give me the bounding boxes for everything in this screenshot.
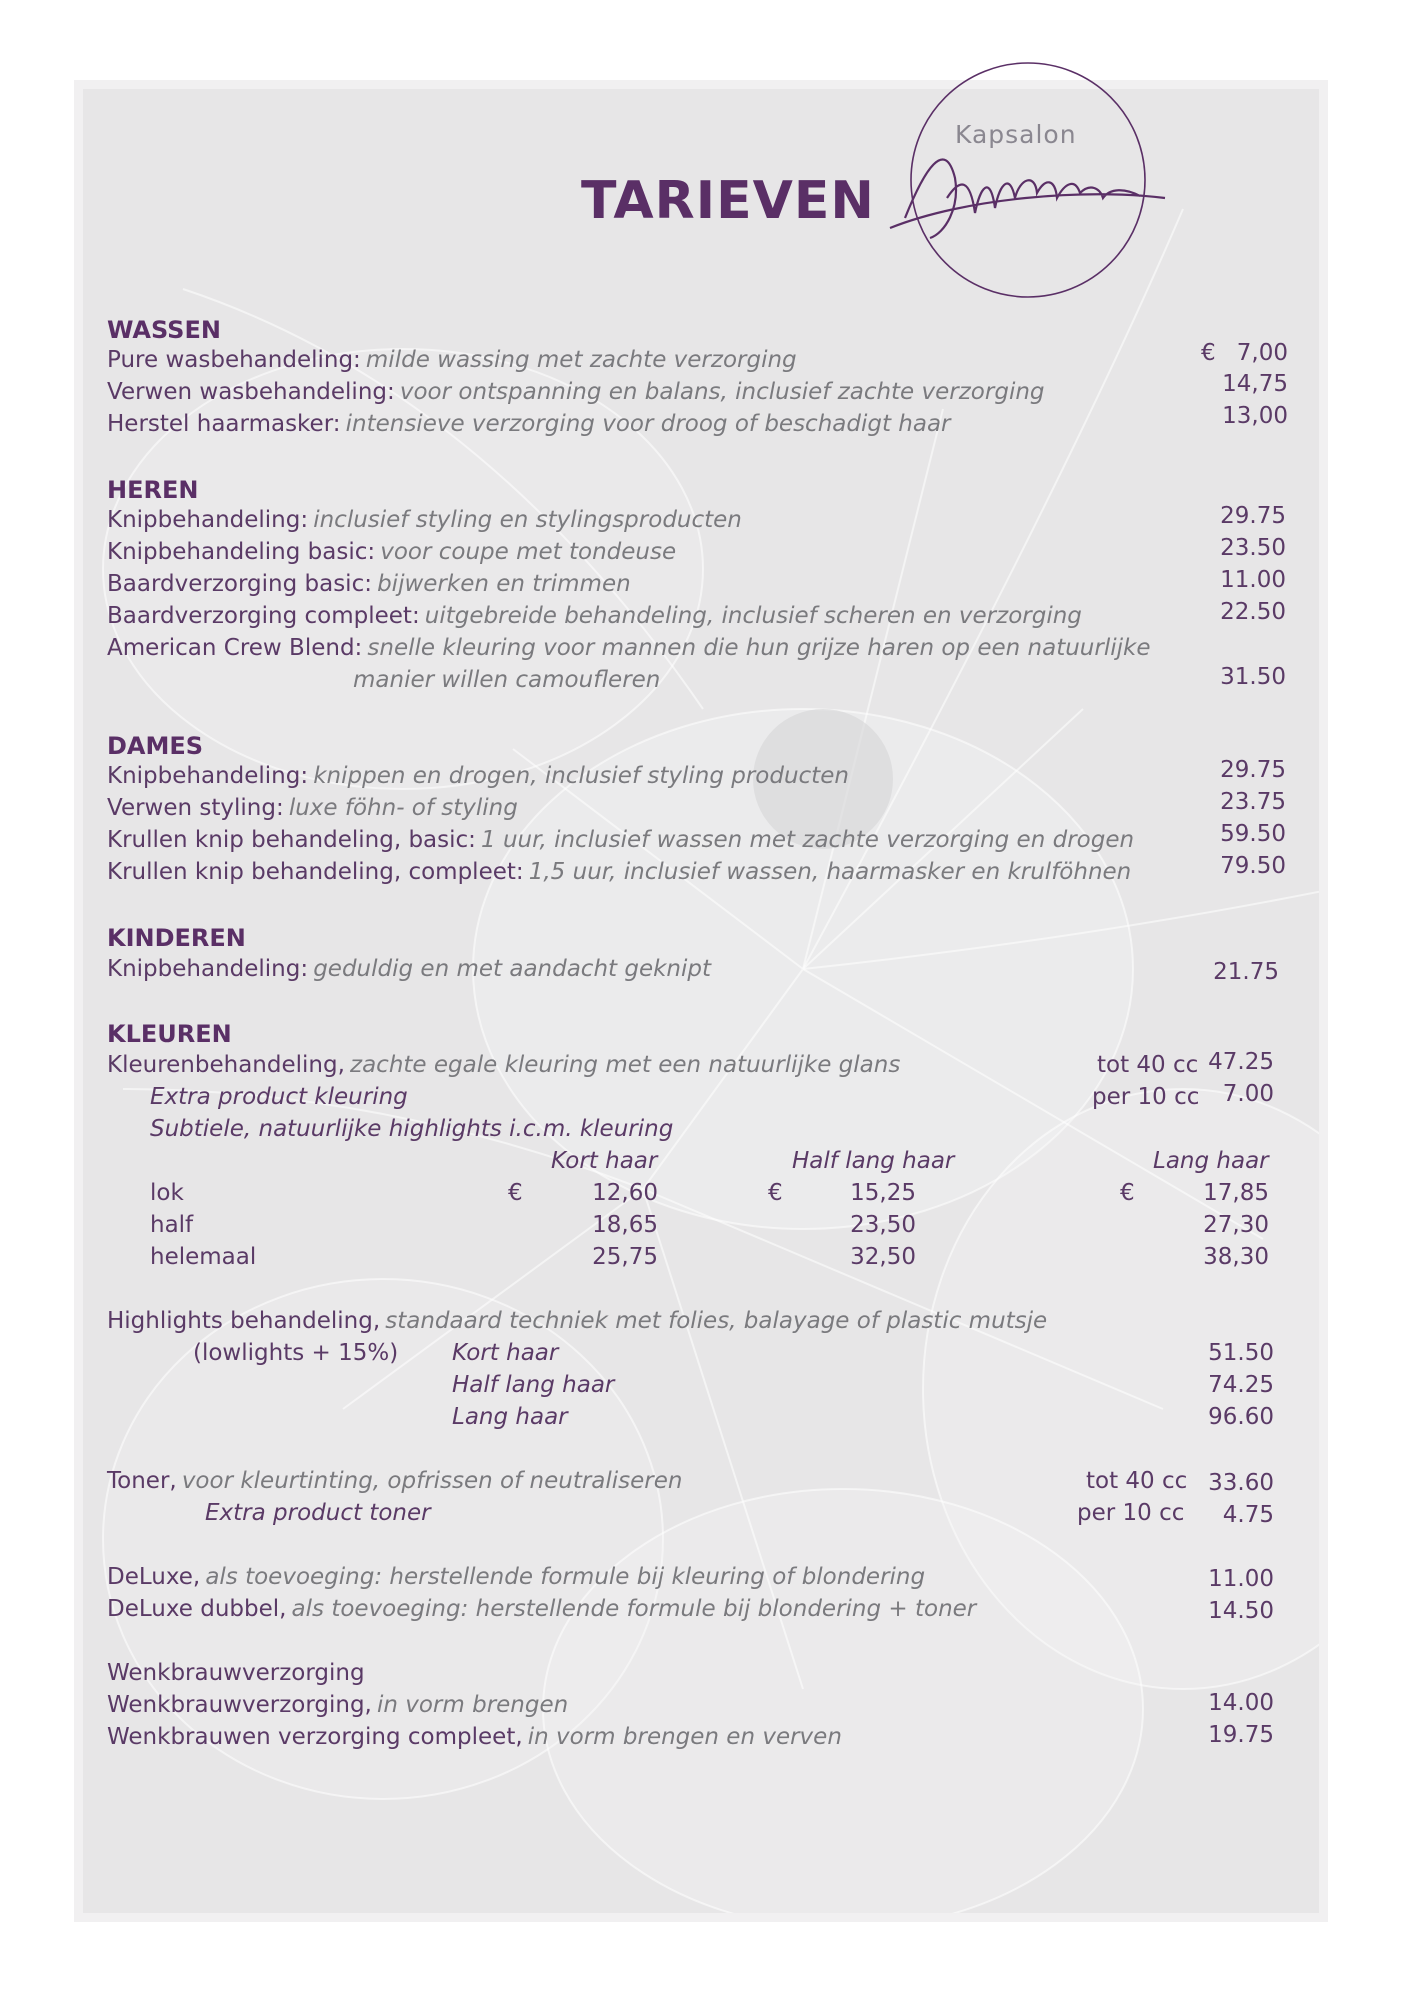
- currency-symbol: €: [508, 1180, 523, 1206]
- column-header: Lang haar: [1153, 1148, 1269, 1174]
- highlights-note: Subtiele, natuurlijke highlights i.c.m. kleuring: [150, 1116, 674, 1142]
- kleuren-heading: KLEUREN: [107, 1020, 232, 1048]
- price: 11.00: [1220, 567, 1286, 593]
- price: 21.75: [1213, 959, 1279, 985]
- row-label: helemaal: [150, 1244, 257, 1270]
- unit-label: tot 40 cc: [1086, 1468, 1188, 1494]
- table-cell: 17,85: [1203, 1180, 1269, 1206]
- row-label: lok: [150, 1180, 184, 1206]
- currency-symbol: €: [768, 1180, 783, 1206]
- price: 22.50: [1220, 599, 1286, 625]
- list-item: Knipbehandeling basic: voor coupe met tondeuse: [107, 539, 677, 565]
- list-item: American Crew Blend: snelle kleuring voor mannen die hun grijze haren op een natuurlijke: [107, 635, 1151, 661]
- wenkbrauw-heading: Wenkbrauwverzorging: [107, 1660, 365, 1686]
- price: 14.00: [1208, 1690, 1274, 1716]
- currency-symbol: €: [1120, 1180, 1135, 1206]
- table-cell: 27,30: [1203, 1212, 1269, 1238]
- list-item: Toner, voor kleurtinting, opfrissen of neutraliseren: [107, 1468, 683, 1494]
- price: 59.50: [1220, 821, 1286, 847]
- price: 19.75: [1208, 1722, 1274, 1748]
- kinderen-heading: KINDEREN: [107, 924, 246, 952]
- page-title: TARIEVEN: [581, 171, 875, 231]
- price: 79.50: [1220, 853, 1286, 879]
- list-item: Lang haar: [452, 1404, 568, 1430]
- price: 31.50: [1220, 664, 1286, 690]
- list-item: Krullen knip behandeling, compleet: 1,5 uur, inclusief wassen, haarmasker en krulföhnen: [107, 859, 1132, 885]
- logo-subtitle: Kapsalon: [955, 120, 1077, 149]
- list-item: Extra product toner: [205, 1500, 431, 1526]
- list-item: Kort haar: [452, 1340, 559, 1366]
- unit-label: per 10 cc: [1092, 1084, 1200, 1110]
- wassen-heading: WASSEN: [107, 316, 221, 344]
- list-item: Wenkbrauwverzorging, in vorm brengen: [107, 1692, 569, 1718]
- price: 14.50: [1208, 1598, 1274, 1624]
- price: 14,75: [1222, 371, 1288, 397]
- list-item: Extra product kleuring: [150, 1084, 408, 1110]
- table-cell: 38,30: [1203, 1244, 1269, 1270]
- logo-circle: [885, 48, 1175, 328]
- price: 74.25: [1208, 1372, 1274, 1398]
- list-item: DeLuxe dubbel, als toevoeging: herstellende formule bij blondering + toner: [107, 1596, 977, 1622]
- list-item: DeLuxe, als toevoeging: herstellende formule bij kleuring of blondering: [107, 1564, 926, 1590]
- price: 13,00: [1222, 403, 1288, 429]
- column-header: Half lang haar: [792, 1148, 955, 1174]
- list-item: Pure wasbehandeling: milde wassing met zachte verzorging: [107, 347, 797, 373]
- table-cell: 15,25: [850, 1180, 916, 1206]
- price: 51.50: [1208, 1340, 1274, 1366]
- unit-label: per 10 cc: [1077, 1500, 1185, 1526]
- list-item: Baardverzorging compleet: uitgebreide behandeling, inclusief scheren en verzorging: [107, 603, 1082, 629]
- price: 29.75: [1220, 757, 1286, 783]
- price: 11.00: [1208, 1566, 1274, 1592]
- list-item: Kleurenbehandeling, zachte egale kleuring met een natuurlijke glans: [107, 1052, 901, 1078]
- currency-symbol: €: [1201, 340, 1216, 366]
- list-item: Knipbehandeling: geduldig en met aandacht geknipt: [107, 956, 712, 982]
- price: 4.75: [1222, 1502, 1274, 1528]
- price: 7,00: [1236, 340, 1288, 366]
- highlights-lowlights-note: (lowlights + 15%): [193, 1340, 399, 1366]
- list-item: Krullen knip behandeling, basic: 1 uur, inclusief wassen met zachte verzorging en drogen: [107, 827, 1135, 853]
- table-cell: 23,50: [850, 1212, 916, 1238]
- column-header: Kort haar: [551, 1148, 658, 1174]
- price: 23.50: [1220, 535, 1286, 561]
- unit-label: tot 40 cc: [1097, 1052, 1199, 1078]
- table-cell: 18,65: [592, 1212, 658, 1238]
- list-item: Knipbehandeling: knippen en drogen, inclusief styling producten: [107, 763, 849, 789]
- list-item: Herstel haarmasker: intensieve verzorging voor droog of beschadigt haar: [107, 411, 951, 437]
- price: 96.60: [1208, 1404, 1274, 1430]
- price: 47.25: [1208, 1049, 1274, 1075]
- table-cell: 25,75: [592, 1244, 658, 1270]
- list-item: Wenkbrauwen verzorging compleet, in vorm brengen en verven: [107, 1724, 842, 1750]
- price: 23.75: [1220, 789, 1286, 815]
- price: 7.00: [1222, 1081, 1274, 1107]
- table-cell: 12,60: [592, 1180, 658, 1206]
- table-cell: 32,50: [850, 1244, 916, 1270]
- list-item: Knipbehandeling: inclusief styling en stylingsproducten: [107, 507, 742, 533]
- list-item: Highlights behandeling, standaard techniek met folies, balayage of plastic mutsje: [107, 1308, 1048, 1334]
- dames-heading: DAMES: [107, 732, 204, 760]
- item-description-cont: manier willen camoufleren: [353, 667, 661, 693]
- price: 33.60: [1208, 1470, 1274, 1496]
- price: 29.75: [1220, 503, 1286, 529]
- row-label: half: [150, 1212, 194, 1238]
- list-item: Baardverzorging basic: bijwerken en trimmen: [107, 571, 631, 597]
- list-item: Verwen wasbehandeling: voor ontspanning en balans, inclusief zachte verzorging: [107, 379, 1045, 405]
- list-item: Verwen styling: luxe föhn- of styling: [107, 795, 518, 821]
- list-item: Half lang haar: [452, 1372, 615, 1398]
- heren-heading: HEREN: [107, 476, 199, 504]
